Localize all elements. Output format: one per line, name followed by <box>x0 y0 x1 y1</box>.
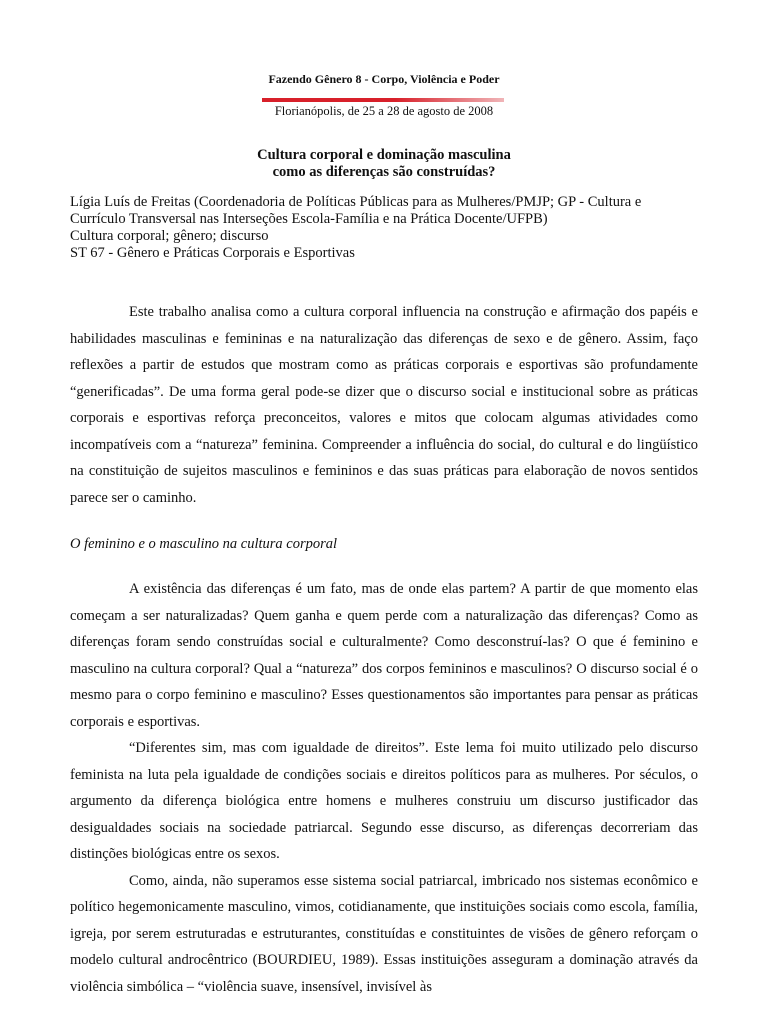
paper-meta <box>70 194 700 262</box>
author-affiliation-line-2: Currículo Transversal nas Interseções Escola-Família e na Prática Docente/UFPB) <box>70 211 548 227</box>
event-place-date: Florianópolis, de 25 a 28 de agosto de 2008 <box>274 104 494 118</box>
title-line-1: Cultura corporal e dominação masculina <box>257 147 511 163</box>
title-line-2: como as diferenças são construídas? <box>272 164 496 180</box>
abstract <box>70 299 698 511</box>
paper-title <box>0 147 768 181</box>
body-paragraph-3: Como, ainda, não superamos esse sistema social patriarcal, imbricado nos sistemas econômico e político hegemonicamente masculino, vimos, cotidianamente, que instituições sociais como escola, família, igreja, por serem estruturadas e estruturantes, constituídas e constituintes de visões de gênero reforçam o modelo cultural androcêntrico (BOURDIEU, 1989). Essas instituições asseguram a dominação através da violência simbólica – “violência suave, insensível, invisível às <box>70 872 698 995</box>
header-rule <box>262 98 504 102</box>
body-paragraph-2: “Diferentes sim, mas com igualdade de direitos”. Este lema foi muito utilizado pelo discurso feminista na luta pela igualdade de condições sociais e direitos políticos para as mulheres. Por séculos, o argumento da diferença biológica entre homens e mulheres construiu um discurso justificador das desigualdades sociais na sociedade patriarcal. Segundo esse discurso, as diferenças decorreriam das distinções biológicas entre os sexos. <box>70 740 698 862</box>
body-paragraph-1: A existência das diferenças é um fato, mas de onde elas partem? A partir de que momento elas começam a ser naturalizadas? Quem ganha e quem perde com a naturalização das diferenças? Como as diferenças foram sendo construídas social e culturalmente? Como desconstruí-las? O que é feminino e masculino na cultura corporal? Qual a “natureza” dos corpos femininos e masculinos? O discurso social é o mesmo para o corpo feminino e masculino? Esses questionamentos são importantes para pensar as práticas corporais e esportivas. <box>70 581 698 730</box>
section-body <box>70 576 698 1000</box>
section-heading: O feminino e o masculino na cultura corporal <box>70 536 338 552</box>
session-label: ST 67 - Gênero e Práticas Corporais e Esportivas <box>70 245 355 261</box>
abstract-paragraph: Este trabalho analisa como a cultura corporal influencia na construção e afirmação dos papéis e habilidades masculinas e femininas e na naturalização das diferenças de sexo e de gênero. Assim, faço reflexões a partir de estudos que mostram como as práticas corporais e esportivas são profundamente “generificadas”. De uma forma geral pode-se dizer que o discurso social e institucional sobre as práticas corporais e esportivas reforça preconceitos, valores e mitos que colocam algumas atividades como incompatíveis com a “natureza” feminina. Compreender a influência do social, do cultural e do lingüístico na constituição de sujeitos masculinos e femininos e das suas práticas para elaboração de novos sentidos parece ser o caminho. <box>70 304 698 506</box>
keywords: Cultura corporal; gênero; discurso <box>70 228 269 244</box>
author-affiliation-line-1: Lígia Luís de Freitas (Coordenadoria de Políticas Públicas para as Mulheres/PMJP; GP - Cultura e <box>70 194 642 210</box>
event-header: Fazendo Gênero 8 - Corpo, Violência e Poder <box>268 72 500 86</box>
